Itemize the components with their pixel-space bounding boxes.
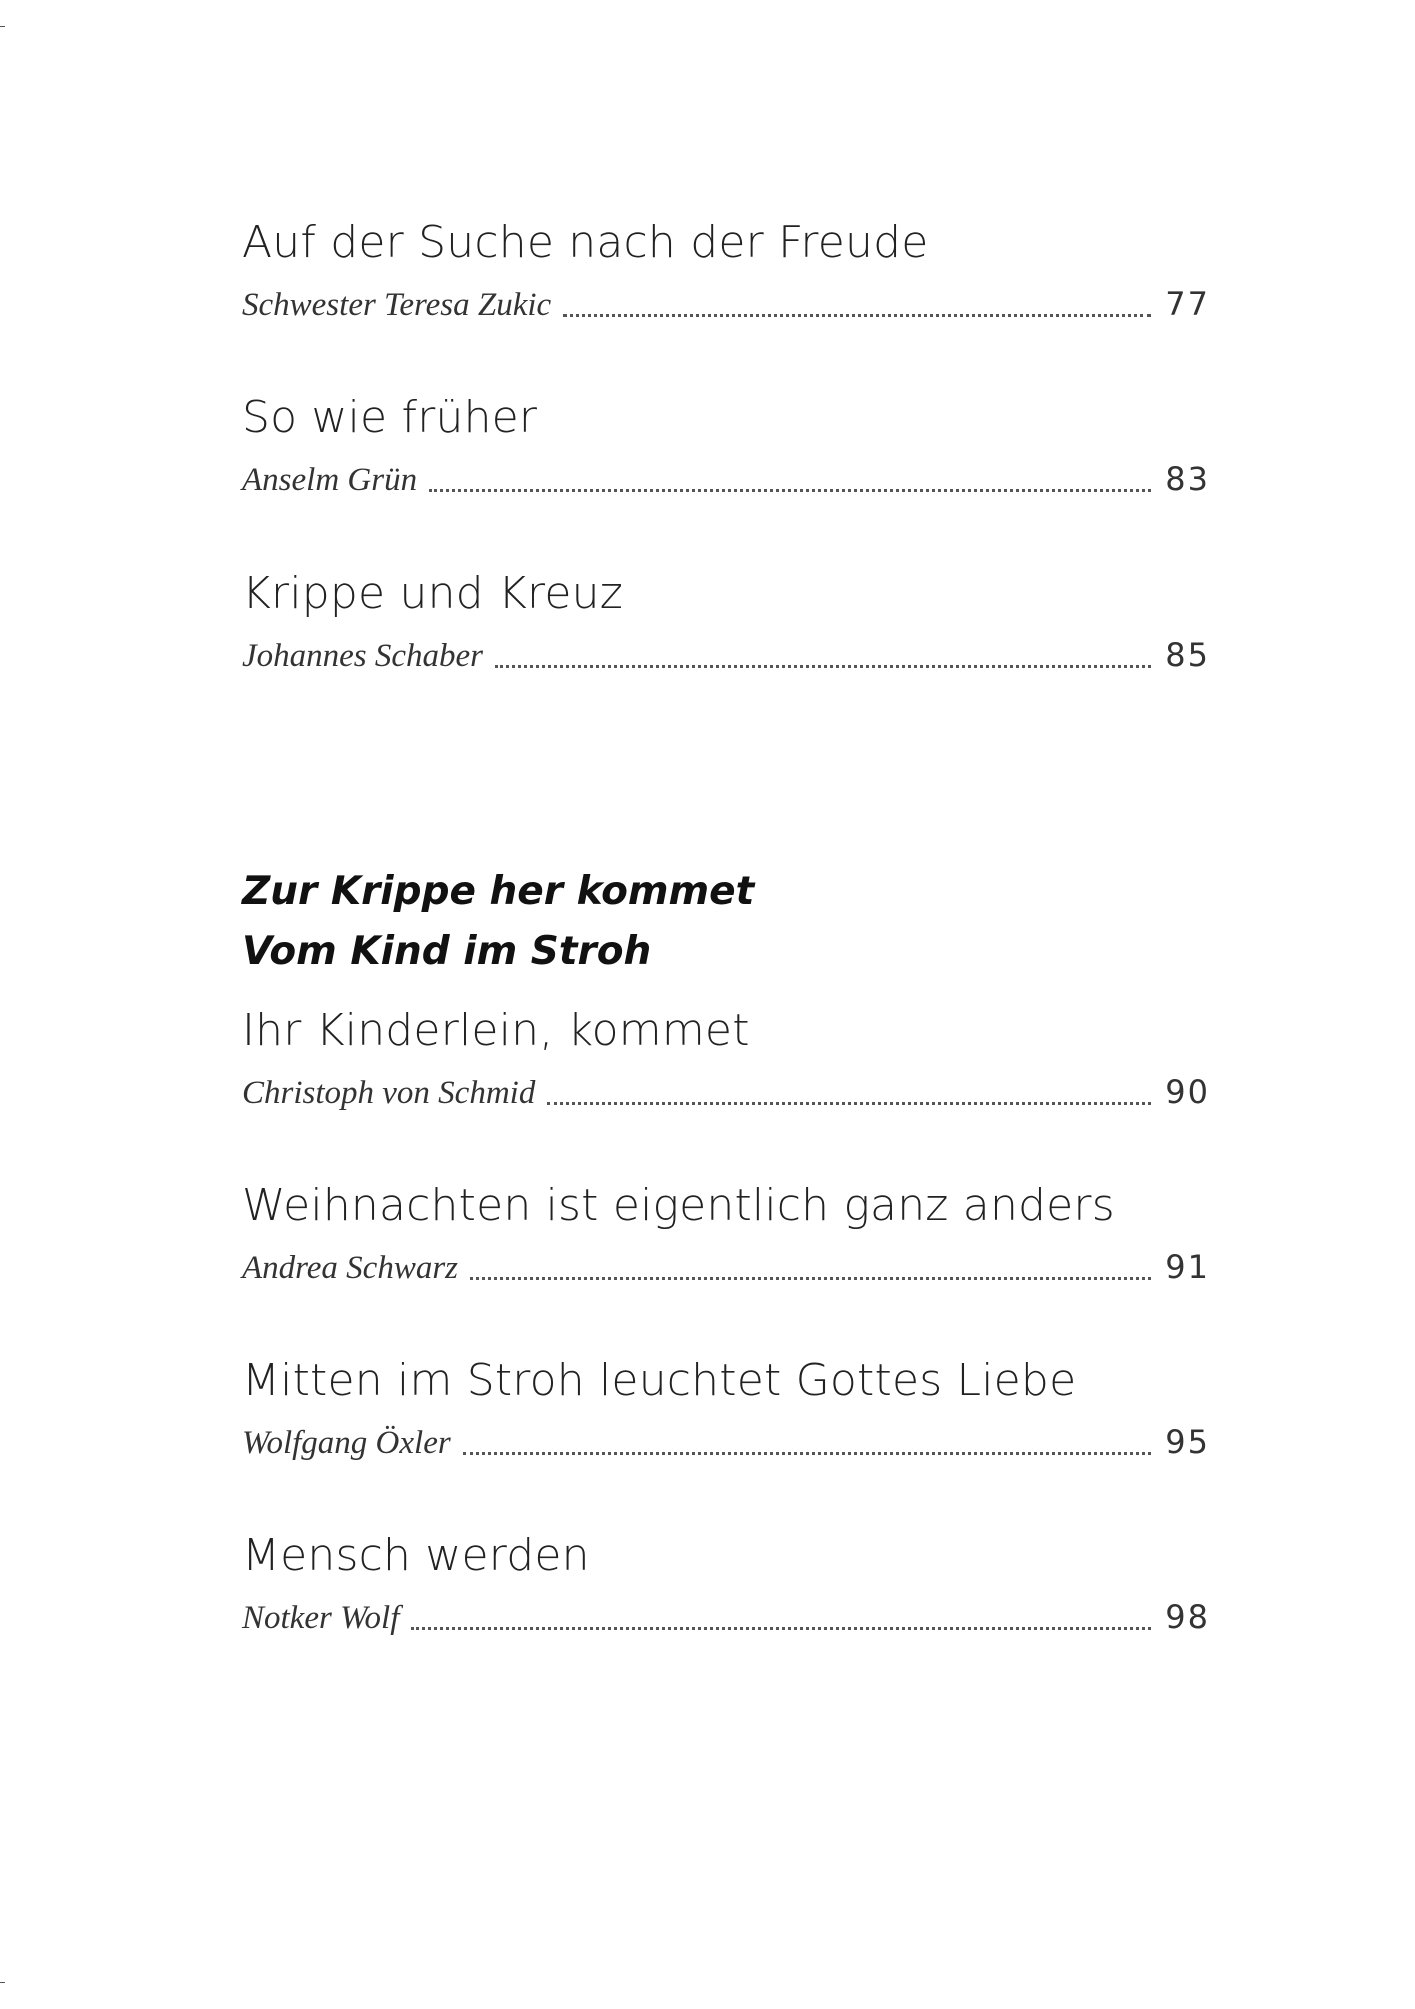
- entry-page-number: 90: [1165, 1073, 1210, 1111]
- dot-leader: [495, 664, 1151, 668]
- entry-title: Krippe und Kreuz: [242, 568, 624, 619]
- entry-author: Anselm Grün: [242, 462, 418, 498]
- entry-line: [242, 1248, 1210, 1288]
- section-heading: [242, 862, 754, 982]
- toc-entry[interactable]: [242, 215, 1210, 325]
- dot-leader: [463, 1451, 1152, 1455]
- toc-entry[interactable]: [242, 1178, 1210, 1288]
- entry-page-number: 98: [1165, 1598, 1210, 1636]
- entry-author: Schwester Teresa Zukic: [242, 287, 552, 323]
- entry-title: Ihr Kinderlein, kommet: [242, 1005, 750, 1056]
- dot-leader: [470, 1276, 1151, 1280]
- toc-entry[interactable]: [242, 390, 1210, 500]
- section-heading-line2: Vom Kind im Stroh: [242, 929, 652, 974]
- entry-page-number: 83: [1165, 460, 1210, 498]
- entry-line: [242, 1423, 1210, 1463]
- toc-entry[interactable]: [242, 1003, 1210, 1113]
- entry-title: So wie früher: [242, 392, 538, 443]
- crop-mark-top: [0, 26, 5, 27]
- entry-author: Christoph von Schmid: [242, 1075, 536, 1111]
- entry-title: Auf der Suche nach der Freude: [242, 217, 929, 268]
- entry-author: Andrea Schwarz: [242, 1250, 459, 1286]
- entry-line: [242, 460, 1210, 500]
- toc-entry[interactable]: [242, 1528, 1210, 1638]
- entry-page-number: 85: [1165, 636, 1210, 674]
- toc-entry[interactable]: [242, 566, 1210, 676]
- entry-line: [242, 1598, 1210, 1638]
- dot-leader: [411, 1626, 1151, 1630]
- crop-mark-bottom: [0, 1982, 5, 1983]
- dot-leader: [429, 488, 1151, 492]
- dot-leader: [547, 1101, 1151, 1105]
- entry-line: [242, 636, 1210, 676]
- section-heading-line1: Zur Krippe her kommet: [242, 869, 755, 914]
- entry-author: Johannes Schaber: [242, 638, 484, 674]
- entry-author: Notker Wolf: [242, 1600, 400, 1636]
- entry-page-number: 77: [1165, 285, 1210, 323]
- entry-line: [242, 285, 1210, 325]
- entry-page-number: 95: [1165, 1423, 1210, 1461]
- entry-line: [242, 1073, 1210, 1113]
- toc-entry[interactable]: [242, 1353, 1210, 1463]
- entry-title: Mensch werden: [242, 1530, 590, 1581]
- entry-author: Wolfgang Öxler: [242, 1425, 451, 1461]
- dot-leader: [563, 313, 1151, 317]
- entry-title: Weihnachten ist eigentlich ganz anders: [242, 1180, 1115, 1231]
- entry-page-number: 91: [1165, 1248, 1210, 1286]
- entry-title: Mitten im Stroh leuchtet Gottes Liebe: [242, 1355, 1077, 1406]
